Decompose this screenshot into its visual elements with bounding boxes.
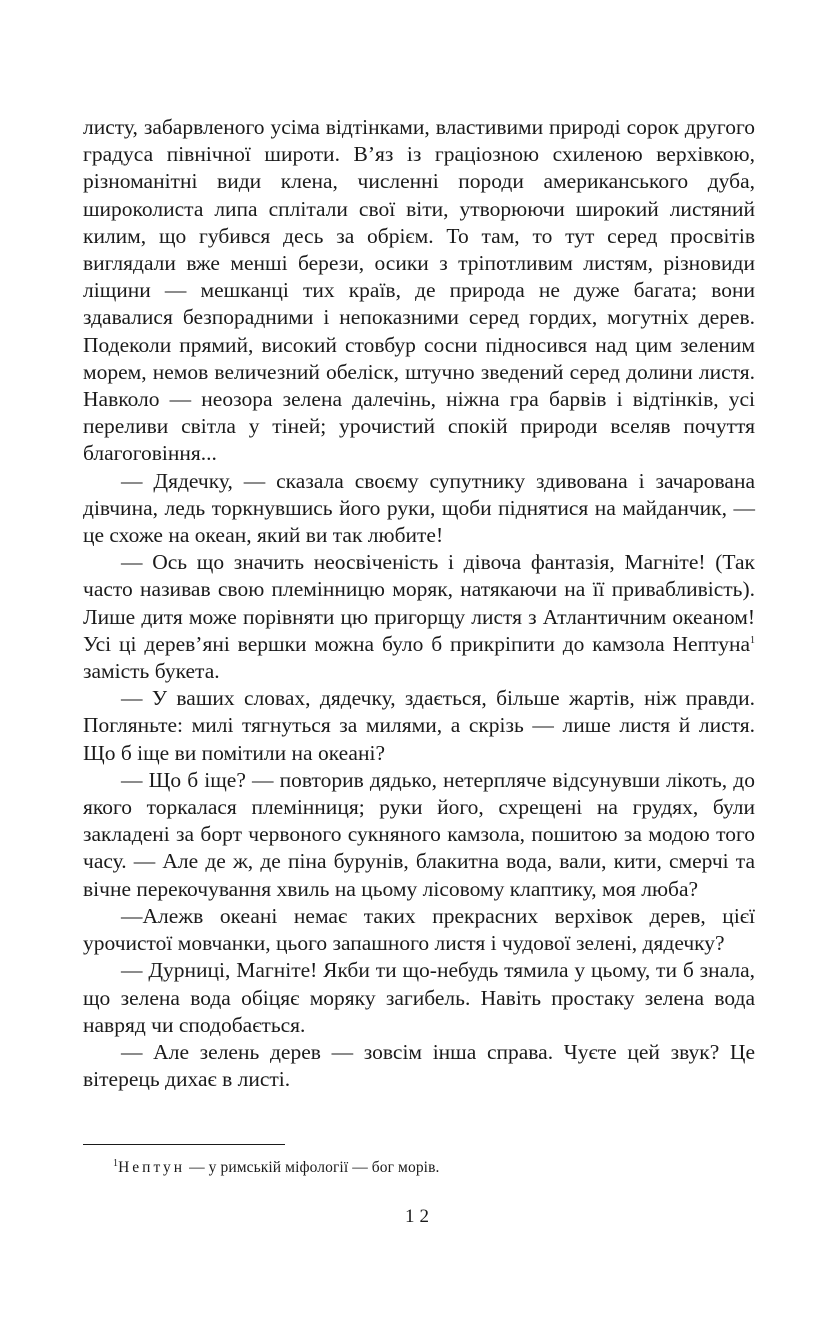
paragraph-uncle-reply-end: замість букета. — [83, 659, 220, 684]
footnote-reference: 1 — [750, 634, 755, 646]
paragraph-uncle-reply — [83, 549, 755, 685]
paragraph-uncle-nonsense: — Дурниці, Магніте! Якби ти що-небудь тямила у цьому, ти б знала, що зелена вода обіцяє моряку загибель. Навіть простаку зелена вода навряд чи сподобається. — [83, 958, 755, 1037]
book-page-text — [83, 114, 755, 1093]
paragraph-girl-objects: — У ваших словах, дядечку, здається, більше жартів, ніж правди. Погляньте: милі тягнуться за милями, а скрізь — лише листя й листя. Що б іще ви помітили на океані? — [83, 686, 755, 765]
paragraph-forest-description: листу, забарвленого усіма відтінками, властивими природі сорок другого градуса північної широти. В’яз із граціозною схиленою верхівкою, різноманітні види клена, численні породи американського дуба, широколиста липа сплітали свої віти, утворюючи широкий листяний килим, що губився десь за обрієм. То там, то тут серед просвітів виглядали вже менші берези, осики з тріпотливим листям, різновиди ліщини — мешканці тих країв, де природа не дуже багата; вони здавалися безпорадними і непоказними серед гордих, могутніх дерев. Подеколи прямий, високий стовбур сосни підносився над цим зеленим морем, немов величезний обеліск, штучно зведений серед долини листя. Навколо — неозора зелена далечінь, ніжна гра барвів і відтінків, усі переливи світла у тіней; урочистий спокій природи вселяв почуття благоговіння... — [83, 115, 755, 466]
footnote-divider — [83, 1144, 285, 1145]
footnote-definition: — у римській міфології — бог морів. — [185, 1159, 440, 1176]
paragraph-uncle-repeats: — Що б іще? — повторив дядько, нетерпляче відсунувши лікоть, до якого торкалася племінниця; руки його, схрещені на грудях, були закладені за борт червоного сукняного камзола, пошитою за модою того часу. — Але де ж, де піна бурунів, блакитна вода, вали, кити, смерчі та вічне перекочування хвиль на цьому лісовому клаптику, моя люба? — [83, 767, 755, 901]
footnote-marker: 1 — [113, 1157, 119, 1169]
page-number: 12 — [405, 1206, 434, 1227]
paragraph-girl-speaks: — Дядечку, — сказала своєму супутнику здивована і зачарована дівчина, ледь торкнувшись його руки, щоби піднятися на майданчик, — це схоже на океан, який ви так любите! — [83, 468, 755, 548]
paragraph-girl-counters: —Алежв океані немає таких прекрасних верхівок дерев, цієї урочистої мовчанки, цього запашного листя і чудової зелені, дядечку? — [83, 903, 755, 956]
footnote — [113, 1158, 753, 1178]
paragraph-uncle-reply-text: — Ось що значить неосвіченість і дівоча фантазія, Магніте! (Так часто називав свою племінницю моряк, натякаючи на її привабливість). Лише дитя може порівняти цю пригорщу листя з Атлантичним океаном! Усі ці дерев’яні вершки можна було б прикріпити до камзола Нептуна — [83, 550, 755, 656]
footnote-term: Нептун — [118, 1159, 186, 1176]
paragraph-girl-breeze: — Але зелень дерев — зовсім інша справа. Чуєте цей звук? Це вітерець дихає в листі. — [83, 1039, 755, 1092]
